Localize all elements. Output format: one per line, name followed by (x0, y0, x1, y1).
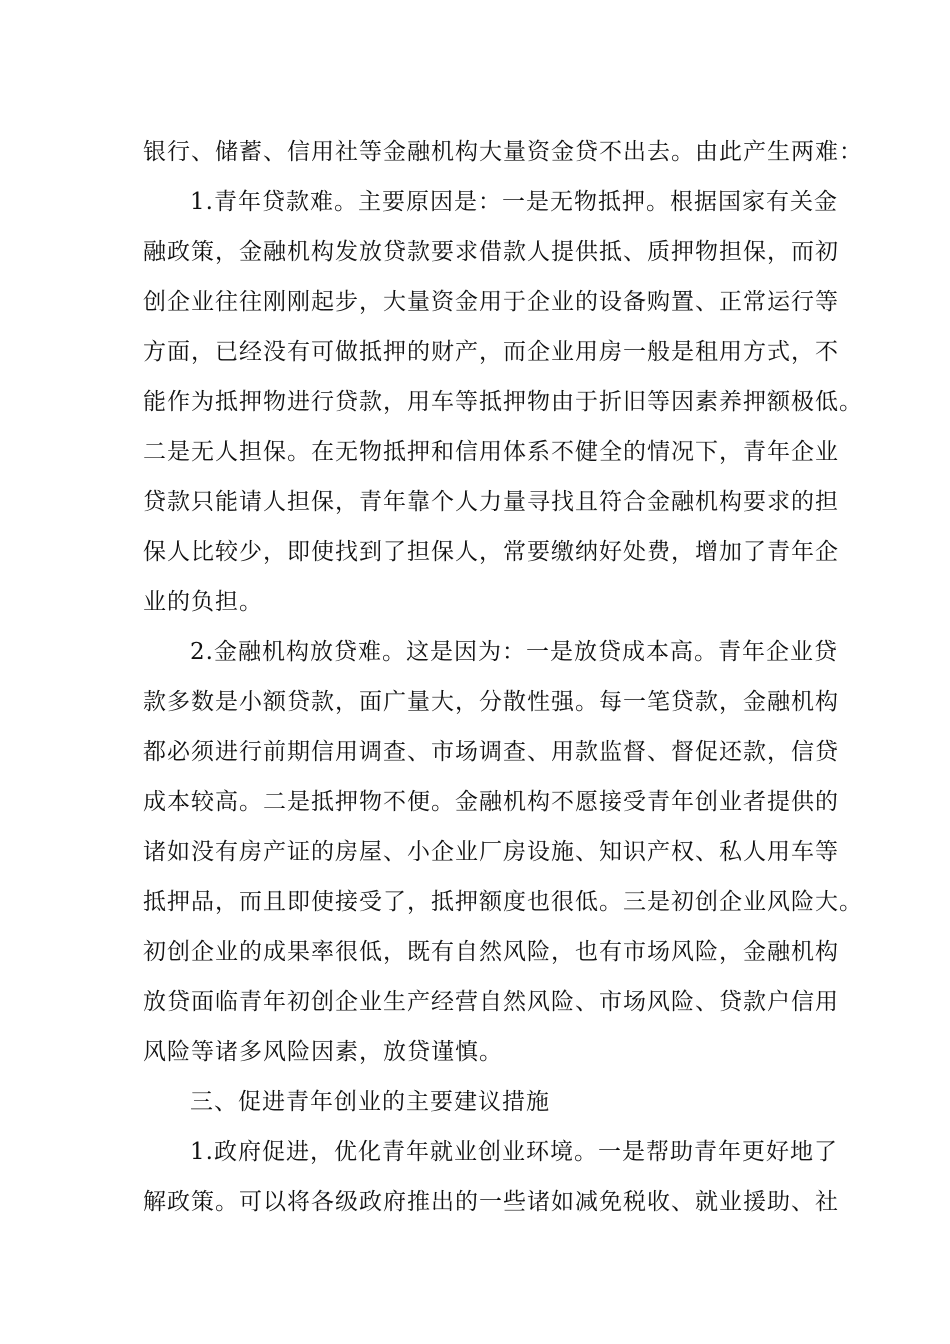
text-line: 创企业往往刚刚起步，大量资金用于企业的设备购置、正常运行等 (143, 289, 839, 315)
text-line: 抵押品，而且即使接受了，抵押额度也很低。三是初创企业风险大。 (143, 889, 863, 915)
text-line: 2.金融机构放贷难。这是因为：一是放贷成本高。青年企业贷 (190, 639, 838, 665)
section-heading: 三、促进青年创业的主要建议措施 (190, 1089, 550, 1115)
text-line: 1.青年贷款难。主要原因是：一是无物抵押。根据国家有关金 (190, 189, 838, 215)
text-line: 二是无人担保。在无物抵押和信用体系不健全的情况下，青年企业 (143, 439, 839, 465)
text-line: 都必须进行前期信用调查、市场调查、用款监督、督促还款，信贷 (143, 739, 839, 765)
text-line: 银行、储蓄、信用社等金融机构大量资金贷不出去。由此产生两难： (143, 139, 863, 165)
text-line: 成本较高。二是抵押物不便。金融机构不愿接受青年创业者提供的 (143, 789, 839, 815)
text-line: 能作为抵押物进行贷款，用车等抵押物由于折旧等因素养押额极低。 (143, 389, 863, 415)
text-line: 业的负担。 (143, 589, 263, 615)
text-line: 风险等诸多风险因素，放贷谨慎。 (143, 1039, 503, 1065)
text-line: 诸如没有房产证的房屋、小企业厂房设施、知识产权、私人用车等 (143, 839, 839, 865)
text-line: 初创企业的成果率很低，既有自然风险，也有市场风险，金融机构 (143, 939, 839, 965)
text-line: 贷款只能请人担保，青年靠个人力量寻找且符合金融机构要求的担 (143, 489, 839, 515)
text-line: 款多数是小额贷款，面广量大，分散性强。每一笔贷款，金融机构 (143, 689, 839, 715)
text-line: 1.政府促进，优化青年就业创业环境。一是帮助青年更好地了 (190, 1139, 838, 1165)
text-line: 解政策。可以将各级政府推出的一些诸如减免税收、就业援助、社 (143, 1189, 839, 1215)
text-line: 保人比较少，即使找到了担保人，常要缴纳好处费，增加了青年企 (143, 539, 839, 565)
text-line: 方面，已经没有可做抵押的财产，而企业用房一般是租用方式，不 (143, 339, 839, 365)
text-line: 放贷面临青年初创企业生产经营自然风险、市场风险、贷款户信用 (143, 989, 839, 1015)
text-line: 融政策，金融机构发放贷款要求借款人提供抵、质押物担保，而初 (143, 239, 839, 265)
